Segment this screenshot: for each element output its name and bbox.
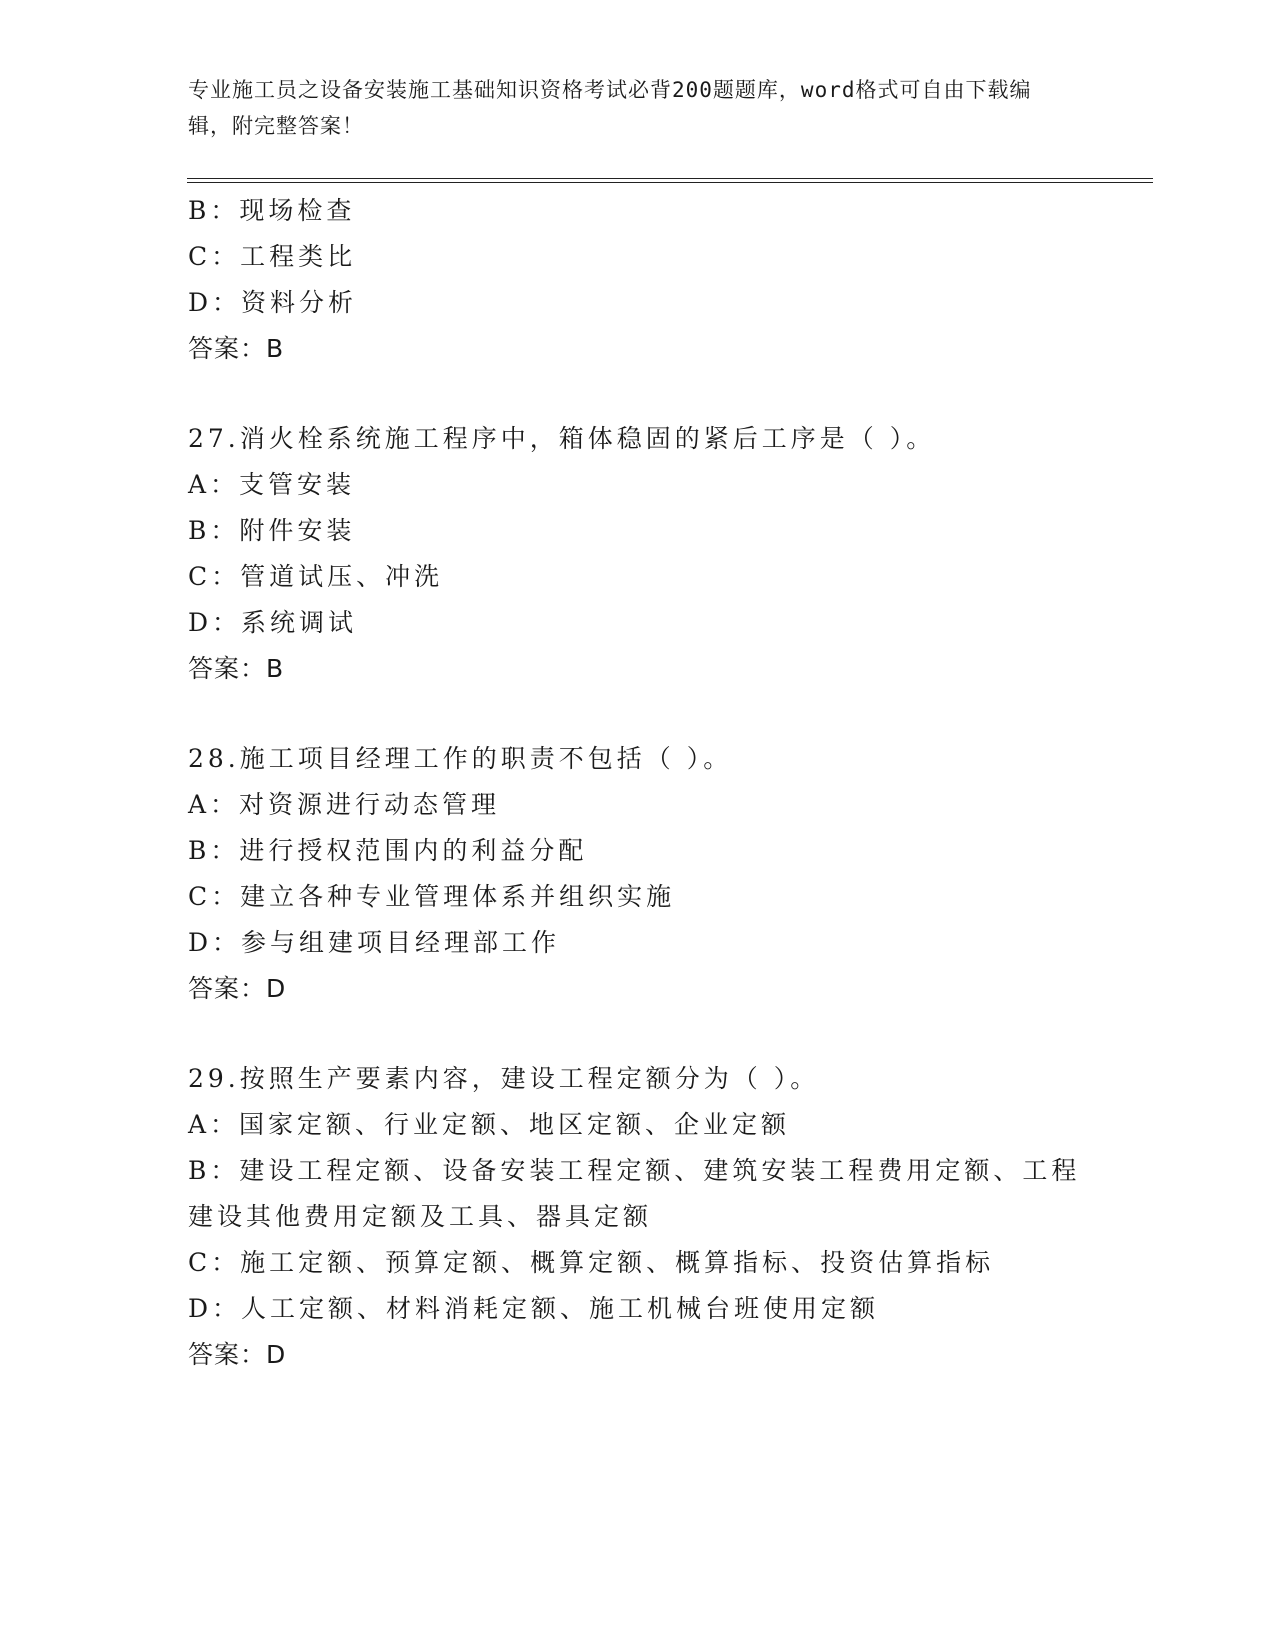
question-28 bbox=[188, 736, 1088, 1012]
option-d: D：人工定额、材料消耗定额、施工机械台班使用定额 bbox=[188, 1294, 880, 1323]
answer-line: 答案：B bbox=[188, 334, 285, 363]
option-c: C：施工定额、预算定额、概算定额、概算指标、投资估算指标 bbox=[188, 1248, 995, 1277]
question-stem: 28.施工项目经理工作的职责不包括（ ）。 bbox=[188, 744, 733, 773]
question-stem: 29.按照生产要素内容，建设工程定额分为（ ）。 bbox=[188, 1064, 820, 1093]
option-d: D：资料分析 bbox=[188, 288, 358, 317]
document-header: 专业施工员之设备安装施工基础知识资格考试必背200题题库，word格式可自由下载编辑，附完整答案！ bbox=[188, 78, 1032, 138]
option-c: C：管道试压、冲洗 bbox=[188, 562, 444, 591]
answer-line: 答案：D bbox=[188, 1340, 287, 1369]
spacer bbox=[188, 692, 1088, 736]
option-c: C：建立各种专业管理体系并组织实施 bbox=[188, 882, 676, 911]
question-stem: 27.消火栓系统施工程序中，箱体稳固的紧后工序是（ ）。 bbox=[188, 424, 936, 453]
spacer bbox=[188, 1012, 1088, 1056]
answer-line: 答案：B bbox=[188, 654, 285, 683]
answer-line: 答案：D bbox=[188, 974, 287, 1003]
question-content bbox=[188, 188, 1088, 1378]
option-b: B：进行授权范围内的利益分配 bbox=[188, 836, 588, 865]
header-divider-top bbox=[187, 178, 1153, 179]
option-c: C：工程类比 bbox=[188, 242, 357, 271]
question-27 bbox=[188, 416, 1088, 692]
option-a: A：国家定额、行业定额、地区定额、企业定额 bbox=[188, 1110, 791, 1139]
option-d: D：参与组建项目经理部工作 bbox=[188, 928, 561, 957]
option-b: B：现场检查 bbox=[188, 196, 356, 225]
option-b: B：建设工程定额、设备安装工程定额、建筑安装工程费用定额、工程建设其他费用定额及工具、器具定额 bbox=[188, 1156, 1081, 1231]
option-a: A：支管安装 bbox=[188, 470, 356, 499]
option-a: A：对资源进行动态管理 bbox=[188, 790, 501, 819]
header-divider-bottom bbox=[187, 182, 1153, 183]
option-d: D：系统调试 bbox=[188, 608, 358, 637]
question-29 bbox=[188, 1056, 1088, 1378]
option-b: B：附件安装 bbox=[188, 516, 356, 545]
previous-question-tail bbox=[188, 188, 1088, 372]
spacer bbox=[188, 372, 1088, 416]
